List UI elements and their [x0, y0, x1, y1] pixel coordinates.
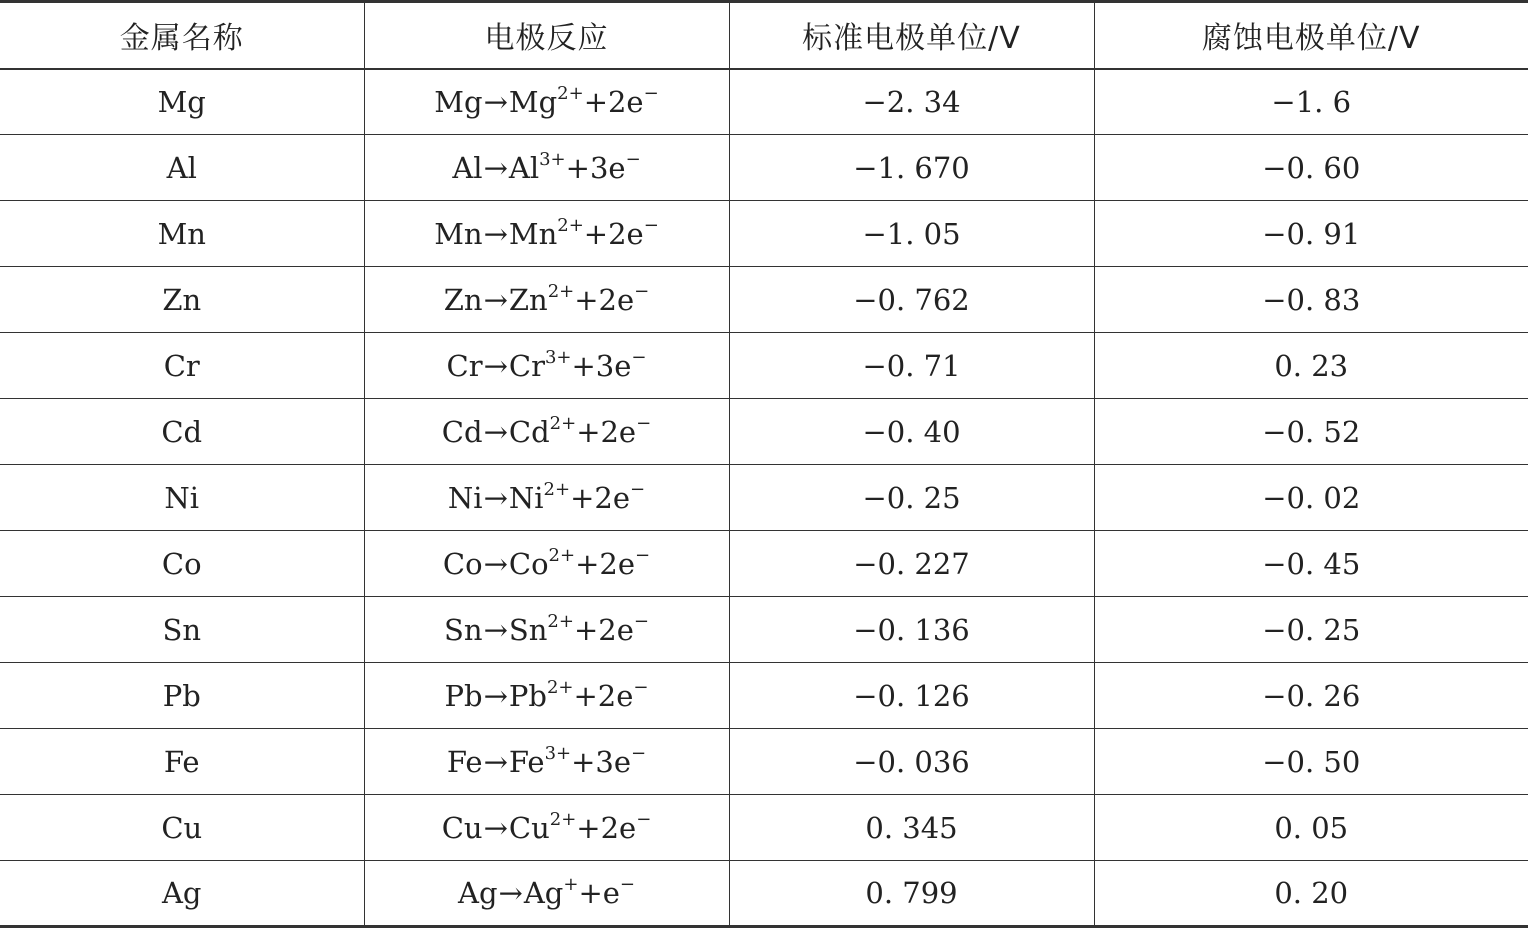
header-standard-potential: 标准电极单位/V	[729, 2, 1094, 69]
reaction-product: Cu	[508, 810, 550, 845]
reaction-product: Pb	[508, 678, 547, 713]
reaction-electrons: +3e	[571, 348, 632, 383]
table-body	[0, 69, 1528, 927]
metal-name-cell: Mn	[0, 201, 364, 267]
reaction-electron-charge: −	[636, 412, 652, 434]
table-row	[0, 531, 1528, 597]
standard-potential-cell: 0. 345	[729, 795, 1094, 861]
reaction-electron-charge: −	[625, 148, 641, 170]
corrosion-potential-cell: −0. 50	[1094, 729, 1528, 795]
reaction-electrons: +2e	[573, 678, 634, 713]
reaction-ion-charge: 2+	[543, 478, 571, 500]
table-row	[0, 795, 1528, 861]
reaction-arrow: →	[483, 216, 508, 251]
reaction-product: Co	[508, 546, 549, 581]
corrosion-potential-cell: −0. 26	[1094, 663, 1528, 729]
table-row	[0, 663, 1528, 729]
reaction-ion-charge: 2+	[546, 676, 574, 698]
reaction-ion-charge: 2+	[549, 412, 577, 434]
standard-potential-cell: −1. 05	[729, 201, 1094, 267]
header-electrode-reaction: 电极反应	[364, 2, 729, 69]
reaction-arrow: →	[483, 546, 508, 581]
electrode-reaction-cell	[364, 465, 729, 531]
reaction-ion-charge: 2+	[547, 610, 574, 632]
reaction-electrons: +2e	[583, 216, 644, 251]
reaction-reactant: Cd	[441, 414, 483, 449]
corrosion-potential-cell: −0. 60	[1094, 135, 1528, 201]
metal-name-cell: Co	[0, 531, 364, 597]
reaction-ion-charge: 3+	[544, 346, 572, 368]
electrode-reaction-cell	[364, 597, 729, 663]
metal-name-cell: Cu	[0, 795, 364, 861]
metal-name-cell: Pb	[0, 663, 364, 729]
standard-potential-cell: −0. 136	[729, 597, 1094, 663]
standard-potential-cell: −2. 34	[729, 69, 1094, 135]
reaction-electrons: +2e	[575, 546, 635, 581]
electrode-reaction-cell	[364, 795, 729, 861]
electrode-reaction-cell	[364, 267, 729, 333]
electrode-reaction-cell	[364, 531, 729, 597]
reaction-electrons: +3e	[565, 150, 626, 185]
reaction-reactant: Fe	[446, 744, 483, 779]
reaction-reactant: Ag	[458, 876, 498, 910]
reaction-arrow: →	[483, 414, 508, 449]
reaction-electrons: +2e	[576, 810, 637, 845]
reaction-arrow: →	[483, 810, 508, 845]
metal-name-cell: Fe	[0, 729, 364, 795]
reaction-arrow: →	[483, 744, 508, 779]
reaction-electrons: +2e	[570, 480, 630, 515]
electrode-reaction-cell	[364, 69, 729, 135]
electrode-reaction-cell	[364, 861, 729, 927]
corrosion-potential-cell: −1. 6	[1094, 69, 1528, 135]
electrode-reaction-cell	[364, 663, 729, 729]
metal-name-cell: Zn	[0, 267, 364, 333]
reaction-reactant: Sn	[444, 612, 483, 647]
reaction-ion-charge: 2+	[547, 280, 575, 302]
metal-name-cell: Al	[0, 135, 364, 201]
reaction-electron-charge: −	[619, 874, 635, 896]
table-row	[0, 597, 1528, 663]
reaction-arrow: →	[498, 876, 523, 910]
corrosion-potential-cell: −0. 45	[1094, 531, 1528, 597]
table-row	[0, 399, 1528, 465]
metal-name-cell: Cr	[0, 333, 364, 399]
standard-potential-cell: −1. 670	[729, 135, 1094, 201]
reaction-electron-charge: −	[643, 214, 659, 236]
standard-potential-cell: −0. 71	[729, 333, 1094, 399]
metal-name-cell: Mg	[0, 69, 364, 135]
metal-name-cell: Ag	[0, 861, 364, 927]
reaction-product: Ni	[508, 480, 544, 515]
reaction-arrow: →	[483, 348, 508, 383]
standard-potential-cell: −0. 036	[729, 729, 1094, 795]
standard-potential-cell: −0. 762	[729, 267, 1094, 333]
table-row	[0, 201, 1528, 267]
reaction-reactant: Zn	[443, 282, 483, 317]
reaction-electron-charge: −	[634, 280, 650, 302]
corrosion-potential-cell: −0. 02	[1094, 465, 1528, 531]
corrosion-potential-cell: −0. 52	[1094, 399, 1528, 465]
standard-potential-cell: −0. 126	[729, 663, 1094, 729]
reaction-electron-charge: −	[643, 83, 659, 105]
table-header	[0, 2, 1528, 69]
standard-potential-cell: −0. 227	[729, 531, 1094, 597]
reaction-electron-charge: −	[635, 544, 651, 566]
table-row	[0, 465, 1528, 531]
reaction-electron-charge: −	[633, 610, 649, 632]
reaction-arrow: →	[483, 678, 508, 713]
reaction-ion-charge: 2+	[557, 214, 584, 236]
reaction-reactant: Cr	[446, 348, 483, 383]
standard-potential-cell: −0. 25	[729, 465, 1094, 531]
reaction-product: Sn	[508, 612, 548, 647]
reaction-product: Fe	[508, 744, 545, 779]
reaction-arrow: →	[483, 480, 508, 515]
table-row	[0, 861, 1528, 927]
reaction-reactant: Co	[442, 546, 483, 581]
metal-name-cell: Ni	[0, 465, 364, 531]
corrosion-potential-cell: −0. 91	[1094, 201, 1528, 267]
corrosion-potential-cell: −0. 83	[1094, 267, 1528, 333]
reaction-electrons: +2e	[574, 282, 635, 317]
corrosion-potential-cell: 0. 05	[1094, 795, 1528, 861]
reaction-electrons: +2e	[583, 84, 644, 119]
table-row	[0, 135, 1528, 201]
table-row	[0, 333, 1528, 399]
reaction-ion-charge: 3+	[544, 742, 572, 764]
reaction-reactant: Al	[452, 150, 483, 185]
header-row	[0, 2, 1528, 69]
reaction-electron-charge: −	[636, 808, 652, 830]
reaction-electron-charge: −	[630, 478, 646, 500]
reaction-ion-charge: +	[563, 874, 579, 896]
electrode-reaction-cell	[364, 399, 729, 465]
electrode-reaction-cell	[364, 333, 729, 399]
reaction-product: Al	[508, 150, 540, 185]
corrosion-potential-cell: −0. 25	[1094, 597, 1528, 663]
reaction-reactant: Mn	[434, 216, 483, 251]
reaction-electrons: +e	[578, 876, 620, 910]
table-row	[0, 69, 1528, 135]
reaction-electron-charge: −	[633, 676, 649, 698]
reaction-product: Zn	[508, 282, 548, 317]
reaction-electrons: +2e	[576, 414, 637, 449]
electrode-reaction-cell	[364, 201, 729, 267]
reaction-reactant: Mg	[434, 84, 483, 119]
header-corrosion-potential: 腐蚀电极单位/V	[1094, 2, 1528, 69]
reaction-electron-charge: −	[631, 742, 647, 764]
reaction-reactant: Pb	[444, 678, 483, 713]
reaction-electrons: +2e	[573, 612, 634, 647]
reaction-ion-charge: 2+	[549, 808, 577, 830]
reaction-reactant: Cu	[441, 810, 483, 845]
reaction-arrow: →	[483, 612, 508, 647]
metal-name-cell: Cd	[0, 399, 364, 465]
reaction-product: Cr	[508, 348, 545, 383]
reaction-arrow: →	[483, 84, 508, 119]
reaction-product: Mg	[508, 84, 558, 119]
reaction-electrons: +3e	[571, 744, 632, 779]
corrosion-potential-cell: 0. 20	[1094, 861, 1528, 927]
reaction-ion-charge: 2+	[557, 83, 584, 105]
reaction-product: Ag	[523, 876, 564, 910]
reaction-ion-charge: 3+	[539, 148, 566, 170]
reaction-reactant: Ni	[447, 480, 483, 515]
standard-potential-cell: 0. 799	[729, 861, 1094, 927]
reaction-electron-charge: −	[631, 346, 647, 368]
reaction-product: Cd	[508, 414, 550, 449]
reaction-ion-charge: 2+	[548, 544, 576, 566]
reaction-arrow: →	[483, 282, 508, 317]
metal-name-cell: Sn	[0, 597, 364, 663]
table-row	[0, 267, 1528, 333]
standard-potential-cell: −0. 40	[729, 399, 1094, 465]
electrode-reaction-cell	[364, 135, 729, 201]
reaction-arrow: →	[483, 150, 508, 185]
header-metal-name: 金属名称	[0, 2, 364, 69]
electrode-reaction-cell	[364, 729, 729, 795]
corrosion-potential-cell: 0. 23	[1094, 333, 1528, 399]
reaction-product: Mn	[508, 216, 558, 251]
table-row	[0, 729, 1528, 795]
